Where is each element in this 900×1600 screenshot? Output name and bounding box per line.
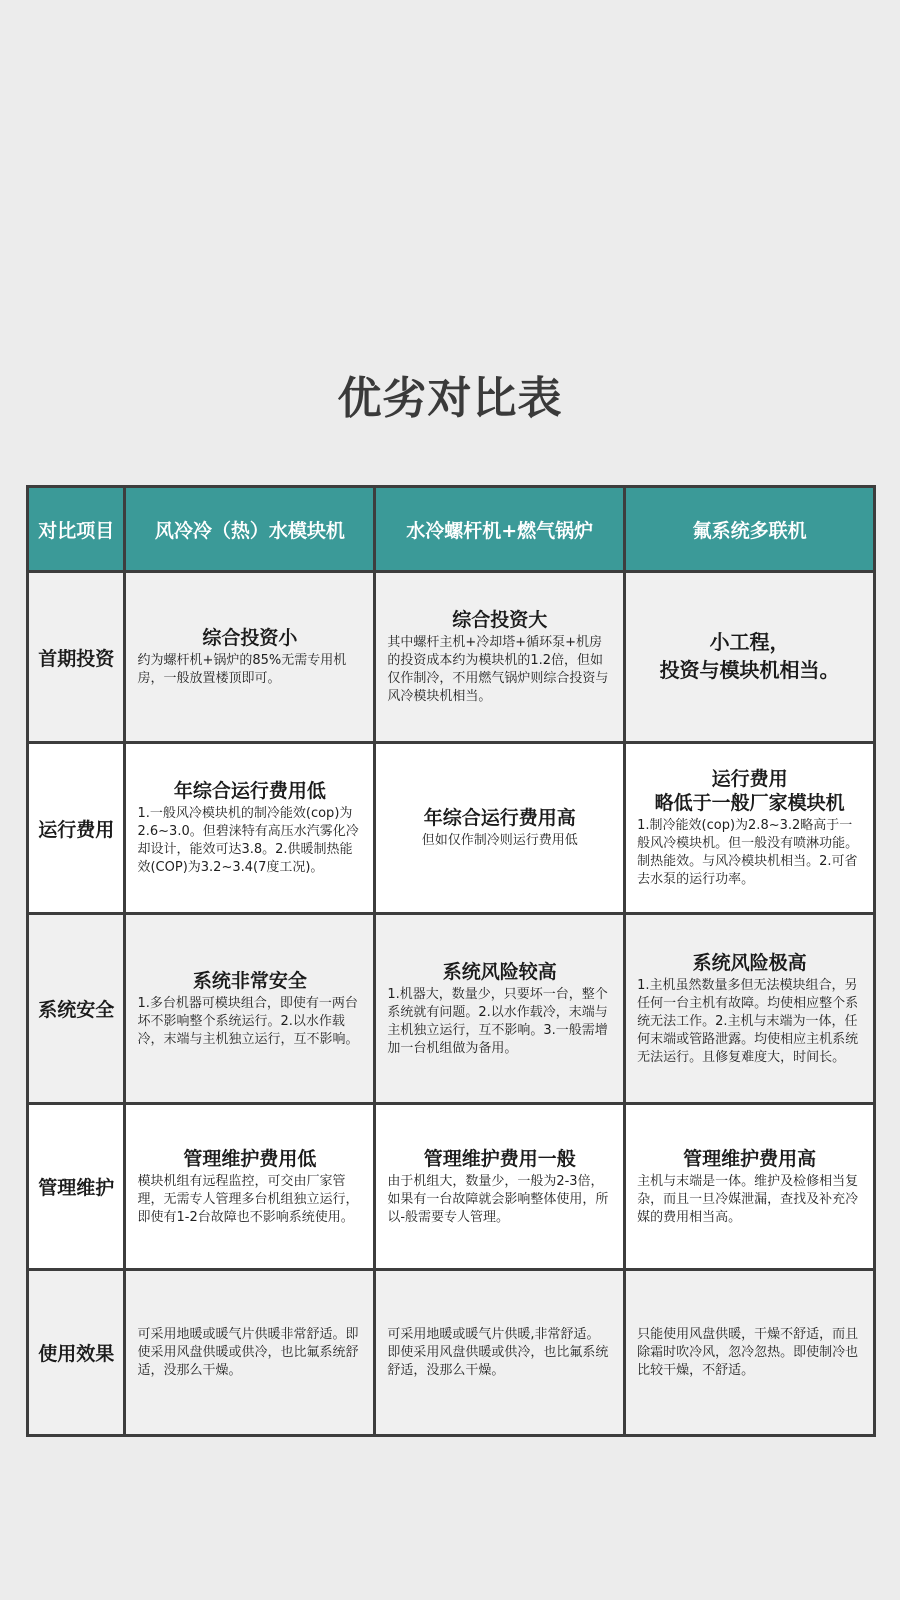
table-cell — [625, 1270, 875, 1436]
cell-heading: 小工程， 投资与模块机相当。 — [659, 630, 840, 682]
row-label: 运行费用 — [28, 743, 125, 914]
cell-body: 只能使用风盘供暖，干燥不舒适，而且除霜时吹冷风，忽冷忽热。即使制冷也比较干燥，不舒适。 — [637, 1326, 859, 1378]
row-label: 使用效果 — [28, 1270, 125, 1436]
cell-heading: 运行费用 略低于一般厂家模块机 — [654, 768, 845, 814]
table-cell — [125, 743, 375, 914]
cell-heading: 管理维护费用低 — [183, 1147, 317, 1170]
cell-body: 1.制冷能效(cop)为2.8~3.2略高于一般风冷模块机。但一般没有喷淋功能。制热能效。与风冷模块机相当。2.可省去水泵的运行功率。 — [637, 818, 859, 887]
table-cell — [375, 914, 625, 1104]
cell-heading: 年综合运行费用高 — [423, 807, 576, 829]
table-cell — [125, 572, 375, 743]
cell-body: 但如仅作制冷则运行费用低 — [421, 833, 578, 848]
cell-heading: 系统风险极高 — [692, 951, 807, 974]
table-cell — [625, 914, 875, 1104]
table-cell — [625, 1104, 875, 1270]
table-cell — [375, 743, 625, 914]
table-row-initial-investment — [28, 572, 875, 743]
table-cell — [625, 572, 875, 743]
cell-body: 由于机组大，数量少，一般为2-3倍，如果有一台故障就会影响整体使用，所以-般需要专人管理。 — [387, 1173, 609, 1225]
table-cell — [125, 1270, 375, 1436]
cell-heading: 系统风险较高 — [442, 960, 557, 983]
table-cell — [625, 743, 875, 914]
header-vrf-system: 氟系统多联机 — [625, 487, 875, 572]
cell-body: 模块机组有远程监控，可交由厂家管理，无需专人管理多台机组独立运行，即使有1-2台故障也不影响系统使用。 — [137, 1173, 359, 1225]
table-header-row — [28, 487, 875, 572]
row-label: 管理维护 — [28, 1104, 125, 1270]
cell-heading: 综合投资小 — [202, 627, 298, 649]
cell-heading: 综合投资大 — [452, 609, 548, 631]
comparison-table — [26, 485, 876, 1437]
cell-body: 可采用地暖或暖气片供暖非常舒适。即使采用风盘供暖或供冷，也比氟系统舒适，没那么干燥。 — [137, 1326, 359, 1378]
page-title: 优劣对比表 — [337, 373, 563, 424]
cell-body: 主机与末端是一体。维护及检修相当复杂，而且一旦冷媒泄漏，查找及补充冷媒的费用相当高。 — [637, 1173, 859, 1225]
cell-body: 1.一般风冷模块机的制冷能效(cop)为2.6~3.0。但碧涞特有高压水汽雾化冷却设计，能效可达3.8。2.供暖制热能效(COP)为3.2~3.4(7度工况)。 — [137, 806, 359, 875]
cell-body: 可采用地暖或暖气片供暖,非常舒适。即使采用风盘供暖或供冷，也比氟系统舒适，没那么干燥。 — [387, 1326, 609, 1378]
table-cell — [375, 572, 625, 743]
table-cell — [125, 1104, 375, 1270]
table-row-system-safety — [28, 914, 875, 1104]
cell-body: 1.机器大，数量少，只要坏一台，整个系统就有问题。2.以水作载冷，末端与主机独立运行，互不影响。3.一般需增加一台机组做为备用。 — [387, 986, 608, 1056]
cell-body: 其中螺杆主机+冷却塔+循环泵+机房的投资成本约为模块机的1.2倍，但如仅作制冷，不用燃气锅炉则综合投资与风冷模块机相当。 — [387, 635, 609, 704]
header-air-cooled-module: 风冷冷（热）水模块机 — [125, 487, 375, 572]
cell-body: 1.多台机器可模块组合，即使有一两台坏不影响整个系统运行。2.以水作载冷，末端与主机独立运行，互不影响。 — [137, 995, 359, 1047]
cell-heading: 管理维护费用高 — [683, 1147, 817, 1170]
header-compare-item: 对比项目 — [28, 487, 125, 572]
cell-heading: 管理维护费用一般 — [423, 1147, 576, 1170]
table-row-maintenance — [28, 1104, 875, 1270]
header-water-cooled-screw: 水冷螺杆机+燃气锅炉 — [375, 487, 625, 572]
cell-heading: 系统非常安全 — [192, 969, 307, 992]
cell-body: 约为螺杆机+锅炉的85%无需专用机房，一般放置楼顶即可。 — [137, 653, 347, 686]
table-cell — [375, 1270, 625, 1436]
table-row-usage-effect — [28, 1270, 875, 1436]
table-cell — [375, 1104, 625, 1270]
cell-heading: 年综合运行费用低 — [173, 780, 326, 802]
row-label: 首期投资 — [28, 572, 125, 743]
cell-body: 1.主机虽然数量多但无法模块组合，另任何一台主机有故障。均使相应整个系统无法工作。2.主机与末端为一体，任何末端或管路泄露。均使相应主机系统无法运行。且修复难度大，时间长。 — [637, 977, 859, 1065]
table-row-operating-cost — [28, 743, 875, 914]
table-cell — [125, 914, 375, 1104]
row-label: 系统安全 — [28, 914, 125, 1104]
